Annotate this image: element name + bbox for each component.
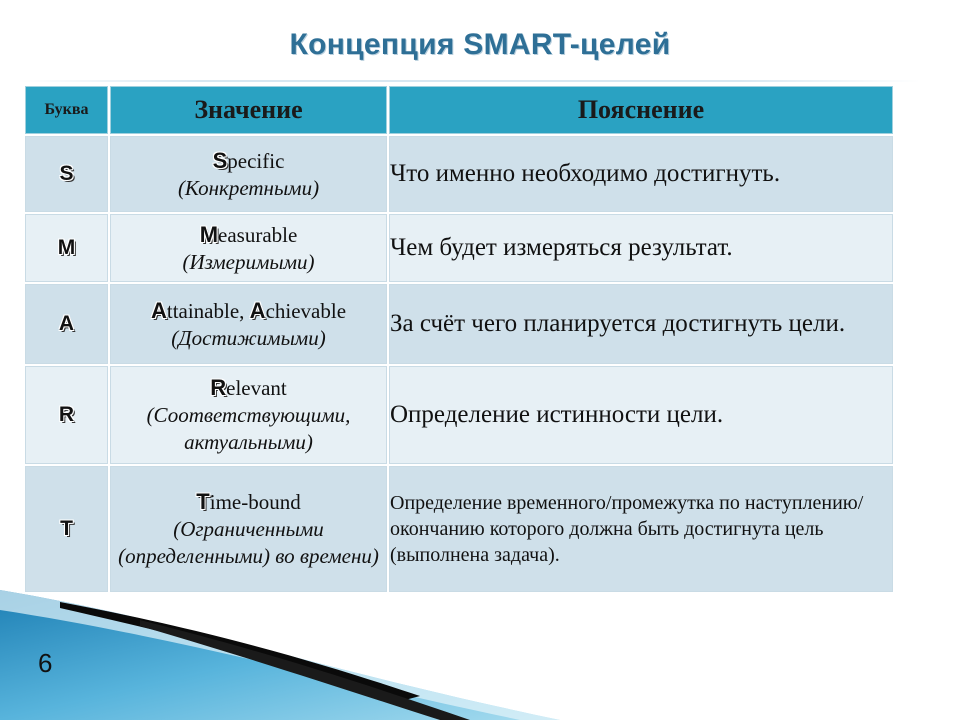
meaning-initial-2: A <box>249 297 266 323</box>
row-meaning <box>110 136 387 212</box>
meaning-initial: T <box>196 489 210 514</box>
meaning-initial: R <box>210 375 227 400</box>
row-letter: A <box>25 284 108 364</box>
meaning-initial: A <box>150 297 167 323</box>
meaning-english: ttainable, <box>166 298 250 323</box>
meaning-russian: (Ограниченными (определенными) во времени) <box>118 517 379 568</box>
meaning-initial: S <box>212 147 228 173</box>
row-explanation: Что именно необходимо достигнуть. <box>389 136 893 212</box>
meaning-english: pecific <box>227 148 285 173</box>
title-divider <box>18 80 920 82</box>
row-meaning <box>110 214 387 282</box>
meaning-russian: (Достижимыми) <box>171 325 326 350</box>
table-row-s <box>25 136 893 212</box>
row-letter: S <box>25 136 108 212</box>
header-explanation: Пояснение <box>389 86 893 134</box>
row-meaning <box>110 284 387 364</box>
meaning-english: ime-bound <box>209 490 301 514</box>
table-row-a <box>25 284 893 364</box>
meaning-russian: (Измеримыми) <box>182 249 315 274</box>
row-explanation: Определение временного/промежутка по наступлению/окончанию которого должна быть достигнута цель (выполнена задача). <box>389 466 893 592</box>
decorative-swoosh <box>0 560 960 720</box>
table-row-r <box>25 366 893 464</box>
table-row-m <box>25 214 893 282</box>
row-explanation: Определение истинности цели. <box>389 366 893 464</box>
meaning-russian: (Конкретными) <box>177 175 320 200</box>
row-meaning <box>110 366 387 464</box>
table-header-row <box>25 86 893 134</box>
meaning-english: elevant <box>226 376 287 400</box>
meaning-english: easurable <box>218 222 298 247</box>
header-letter: Буква <box>25 86 108 134</box>
header-meaning: Значение <box>110 86 387 134</box>
row-letter: R <box>25 366 108 464</box>
row-explanation: За счёт чего планируется достигнуть цели. <box>389 284 893 364</box>
meaning-initial: M <box>199 221 219 247</box>
row-explanation: Чем будет измеряться результат. <box>389 214 893 282</box>
page-number: 6 <box>38 648 53 678</box>
meaning-english-2: chievable <box>265 298 347 323</box>
smart-table <box>23 84 895 594</box>
meaning-russian: (Соответствующими, актуальными) <box>146 403 351 454</box>
slide-title: Концепция SMART-целей <box>289 28 671 61</box>
row-letter: T <box>25 466 108 592</box>
row-letter: M <box>25 214 108 282</box>
